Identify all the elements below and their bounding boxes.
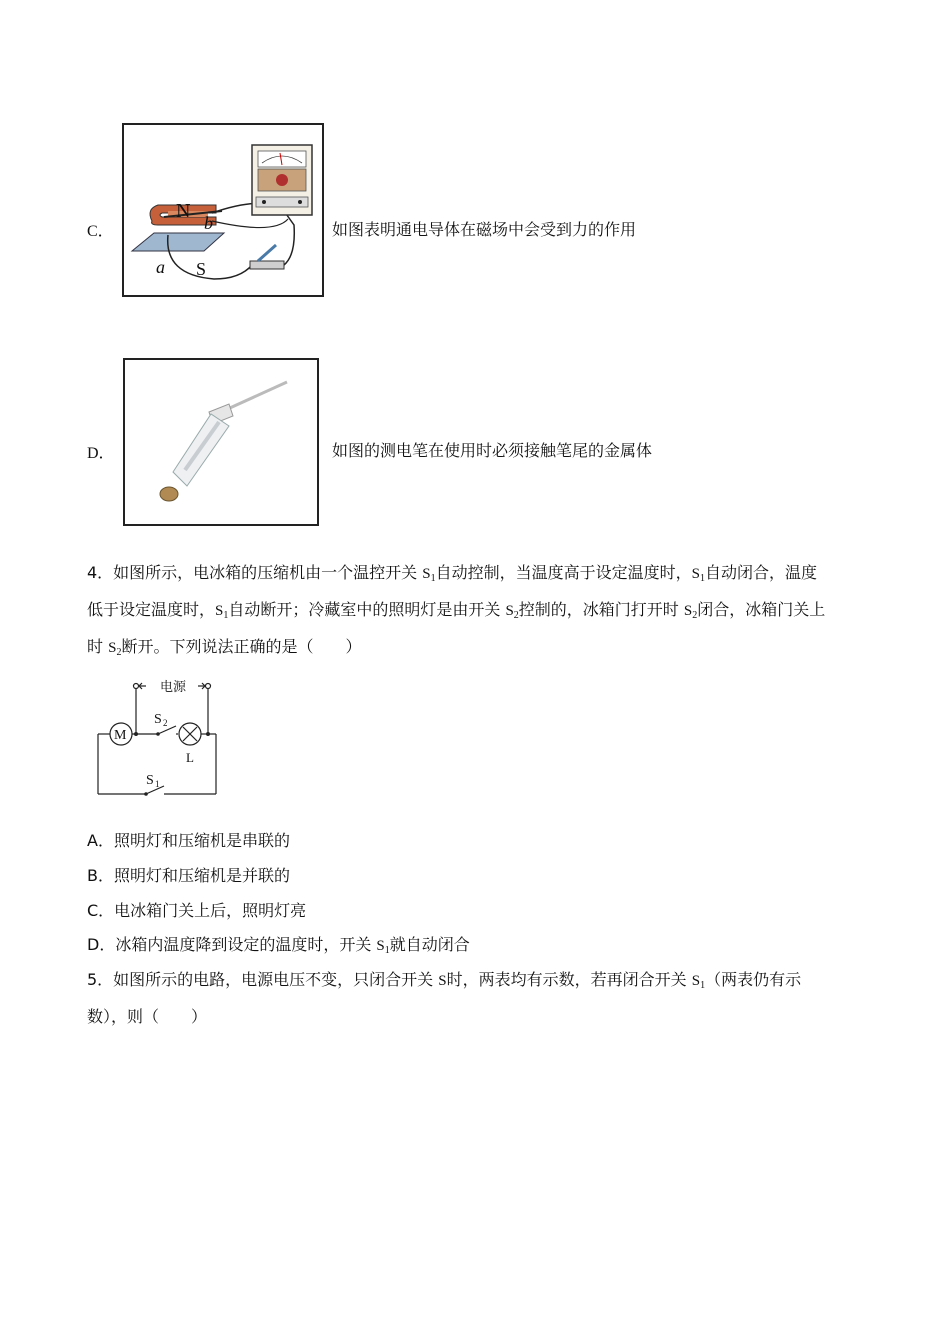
s1-label: S [146,773,154,788]
option-d-caption: 如图的测电笔在使用时必须接触笔尾的金属体 [332,441,653,460]
option-d-figure [123,358,319,526]
q4-line-1: 4．如图所示，电冰箱的压缩机由一个温控开关 $S_1$自动控制，当温度高于设定温度时，$S_1$自动闭合，温度 [87,563,817,584]
motor-label: M [114,728,127,743]
test-pen-image [125,360,317,524]
label-n: N [176,200,191,222]
power-source-label: 电源 [160,680,187,695]
q4-option-b: B．照明灯和压缩机是并联的 [87,866,290,885]
label-b: b [204,213,213,233]
label-s: S [196,259,207,279]
fridge-circuit-diagram [90,672,230,804]
option-c-figure [122,123,324,297]
q4-line-2: 低于设定温度时，$S_1$自动断开；冷藏室中的照明灯是由开关 $S_2$控制的，冰箱门打开时 $S_2$闭合，冰箱门关上 [87,600,826,621]
lamp-label: L [186,750,194,765]
q5-line-1: 5．如图所示的电路，电源电压不变，只闭合开关 S时，两表均有示数，若再闭合开关 $S_1$（两表仍有示 [87,970,802,991]
q4-option-c: C．电冰箱门关上后，照明灯亮 [87,901,307,920]
q4-option-a: A．照明灯和压缩机是串联的 [87,831,290,850]
q4-option-d: D．冰箱内温度降到设定的温度时，开关 $S_1$就自动闭合 [87,935,470,956]
option-d-letter: D． [87,445,115,462]
motor-principle-apparatus [124,125,322,295]
label-a: a [156,257,165,277]
s2-label: S [154,712,162,727]
q5-line-2: 数），则（ ） [87,1007,208,1026]
q4-line-3: 时 $S_2$断开。下列说法正确的是（ ） [87,637,362,658]
s2-subscript: 2 [163,718,168,728]
option-c-letter: C． [87,223,114,240]
option-c-caption: 如图表明通电导体在磁场中会受到力的作用 [332,220,637,239]
s1-subscript: 1 [155,779,160,789]
